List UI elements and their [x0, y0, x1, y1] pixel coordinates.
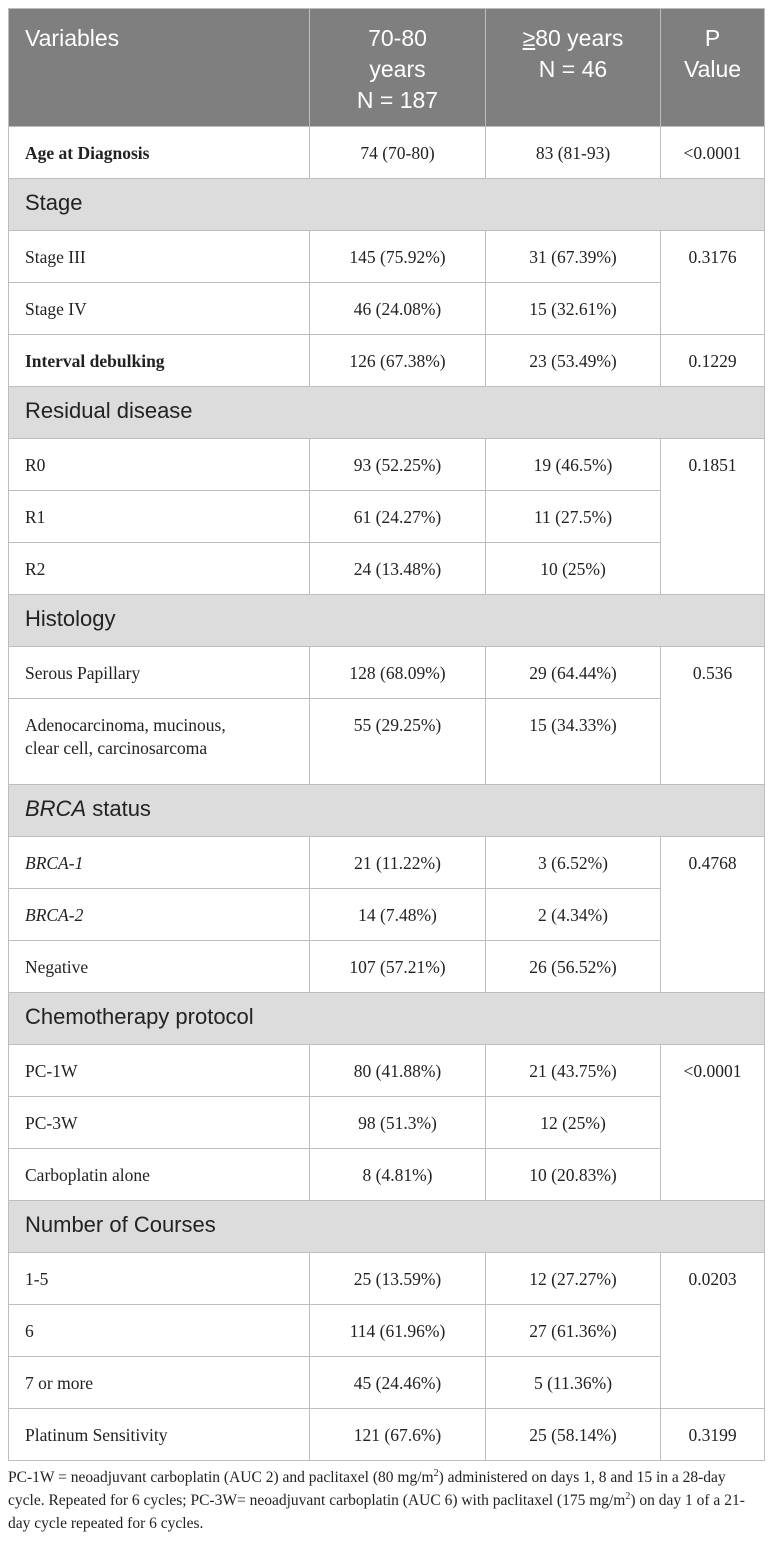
cell-80-plus: 25 (58.14%)	[486, 1409, 661, 1461]
cell-p-value: 0.1851	[661, 439, 765, 595]
table-row	[9, 127, 765, 179]
baseline-characteristics-table	[8, 8, 765, 1461]
section-row	[9, 179, 765, 231]
section-residual-disease: Residual disease	[9, 387, 765, 439]
section-histology: Histology	[9, 595, 765, 647]
cell-80-plus: 27 (61.36%)	[486, 1305, 661, 1357]
cell-p-value: <0.0001	[661, 127, 765, 179]
header-row	[9, 9, 765, 127]
table-row	[9, 1149, 765, 1201]
header-p-value	[661, 9, 765, 127]
cell-70-80: 98 (51.3%)	[310, 1097, 486, 1149]
cell-70-80: 8 (4.81%)	[310, 1149, 486, 1201]
cell-80-plus: 10 (25%)	[486, 543, 661, 595]
row-label: R1	[9, 491, 310, 543]
cell-70-80: 93 (52.25%)	[310, 439, 486, 491]
row-label: 7 or more	[9, 1357, 310, 1409]
cell-80-plus: 2 (4.34%)	[486, 889, 661, 941]
cell-70-80: 121 (67.6%)	[310, 1409, 486, 1461]
cell-70-80: 55 (29.25%)	[310, 699, 486, 785]
header-80-plus-years	[486, 9, 661, 127]
section-row	[9, 595, 765, 647]
cell-80-plus: 29 (64.44%)	[486, 647, 661, 699]
table-row	[9, 1097, 765, 1149]
cell-80-plus: 26 (56.52%)	[486, 941, 661, 993]
cell-70-80: 25 (13.59%)	[310, 1253, 486, 1305]
header-80-years-text: 80 years	[535, 25, 624, 51]
cell-70-80: 145 (75.92%)	[310, 231, 486, 283]
cell-p-value: 0.3199	[661, 1409, 765, 1461]
brca-italic: BRCA	[25, 796, 87, 821]
table-row	[9, 1253, 765, 1305]
cell-80-plus: 83 (81-93)	[486, 127, 661, 179]
row-label: Stage III	[9, 231, 310, 283]
table-row	[9, 231, 765, 283]
table-row	[9, 1045, 765, 1097]
cell-70-80: 80 (41.88%)	[310, 1045, 486, 1097]
cell-70-80: 21 (11.22%)	[310, 837, 486, 889]
cell-80-plus: 11 (27.5%)	[486, 491, 661, 543]
header-70-80-years	[310, 9, 486, 127]
footnote-text-3: ) on day 1 of a 21-day cycle repeated for 6 cycles.	[8, 1492, 745, 1532]
footnote-superscript-2: 2	[625, 1490, 631, 1502]
header-80-plus-n: N = 46	[538, 56, 608, 82]
row-label: PC-3W	[9, 1097, 310, 1149]
table-row	[9, 335, 765, 387]
table-row	[9, 941, 765, 993]
row-label: Interval debulking	[9, 335, 310, 387]
table-row	[9, 543, 765, 595]
row-label	[9, 699, 310, 785]
cell-80-plus: 15 (32.61%)	[486, 283, 661, 335]
row-label: BRCA-1	[9, 837, 310, 889]
cell-80-plus: 31 (67.39%)	[486, 231, 661, 283]
cell-p-value: 0.0203	[661, 1253, 765, 1409]
table-row	[9, 283, 765, 335]
table-footnote	[8, 1466, 764, 1535]
section-stage: Stage	[9, 179, 765, 231]
cell-80-plus: 5 (11.36%)	[486, 1357, 661, 1409]
header-variables: Variables	[9, 9, 310, 127]
row-label: R0	[9, 439, 310, 491]
cell-80-plus: 12 (25%)	[486, 1097, 661, 1149]
cell-80-plus: 21 (43.75%)	[486, 1045, 661, 1097]
row-label: Platinum Sensitivity	[9, 1409, 310, 1461]
cell-80-plus: 19 (46.5%)	[486, 439, 661, 491]
footnote-text-1: PC-1W = neoadjuvant carboplatin (AUC 2) and paclitaxel (80 mg/m	[8, 1469, 434, 1486]
cell-70-80: 61 (24.27%)	[310, 491, 486, 543]
cell-70-80: 114 (61.96%)	[310, 1305, 486, 1357]
row-label: 1-5	[9, 1253, 310, 1305]
brca-status-text: status	[86, 796, 151, 821]
cell-80-plus: 23 (53.49%)	[486, 335, 661, 387]
table-row	[9, 1305, 765, 1357]
cell-80-plus: 3 (6.52%)	[486, 837, 661, 889]
row-label: Serous Papillary	[9, 647, 310, 699]
row-label-line1: Adenocarcinoma, mucinous,	[25, 715, 226, 735]
row-label-line2: clear cell, carcinosarcoma	[25, 738, 208, 758]
cell-70-80: 24 (13.48%)	[310, 543, 486, 595]
table-row	[9, 699, 765, 785]
cell-70-80: 74 (70-80)	[310, 127, 486, 179]
cell-80-plus: 10 (20.83%)	[486, 1149, 661, 1201]
header-70-80-line2: years	[369, 56, 426, 82]
cell-70-80: 14 (7.48%)	[310, 889, 486, 941]
row-label: Stage IV	[9, 283, 310, 335]
cell-80-plus: 12 (27.27%)	[486, 1253, 661, 1305]
header-70-80-line1: 70-80	[368, 25, 427, 51]
cell-70-80: 107 (57.21%)	[310, 941, 486, 993]
cell-p-value: 0.1229	[661, 335, 765, 387]
section-row	[9, 785, 765, 837]
cell-p-value: <0.0001	[661, 1045, 765, 1201]
section-chemotherapy-protocol: Chemotherapy protocol	[9, 993, 765, 1045]
table-row	[9, 1409, 765, 1461]
row-label: PC-1W	[9, 1045, 310, 1097]
row-label: Negative	[9, 941, 310, 993]
header-80-plus-line1	[486, 23, 660, 54]
section-row	[9, 993, 765, 1045]
table-row	[9, 837, 765, 889]
row-label: Age at Diagnosis	[9, 127, 310, 179]
section-brca-status	[9, 785, 765, 837]
table-row	[9, 1357, 765, 1409]
table-row	[9, 647, 765, 699]
section-row	[9, 387, 765, 439]
cell-80-plus: 15 (34.33%)	[486, 699, 661, 785]
row-label: R2	[9, 543, 310, 595]
footnote-superscript-1: 2	[433, 1467, 439, 1479]
header-70-80-line3: N = 187	[356, 87, 439, 113]
header-p-line2: Value	[683, 56, 742, 82]
cell-70-80: 46 (24.08%)	[310, 283, 486, 335]
cell-p-value: 0.3176	[661, 231, 765, 335]
header-p-line1: P	[704, 25, 721, 51]
row-label: 6	[9, 1305, 310, 1357]
row-label: Carboplatin alone	[9, 1149, 310, 1201]
cell-70-80: 45 (24.46%)	[310, 1357, 486, 1409]
section-row	[9, 1201, 765, 1253]
cell-p-value: 0.536	[661, 647, 765, 785]
cell-p-value: 0.4768	[661, 837, 765, 993]
cell-70-80: 126 (67.38%)	[310, 335, 486, 387]
row-label: BRCA-2	[9, 889, 310, 941]
table-row	[9, 439, 765, 491]
header-ge-symbol: ≥	[522, 25, 536, 51]
table-row	[9, 889, 765, 941]
cell-70-80: 128 (68.09%)	[310, 647, 486, 699]
section-number-of-courses: Number of Courses	[9, 1201, 765, 1253]
footnote-text-2: ) administered on days 1, 8 and 15 in a 28-day cycle. Repeated for 6 cycles; PC-3W= neoadjuvant carboplatin (AUC 6) with paclitaxel (175 mg/m	[8, 1469, 726, 1509]
table-row	[9, 491, 765, 543]
